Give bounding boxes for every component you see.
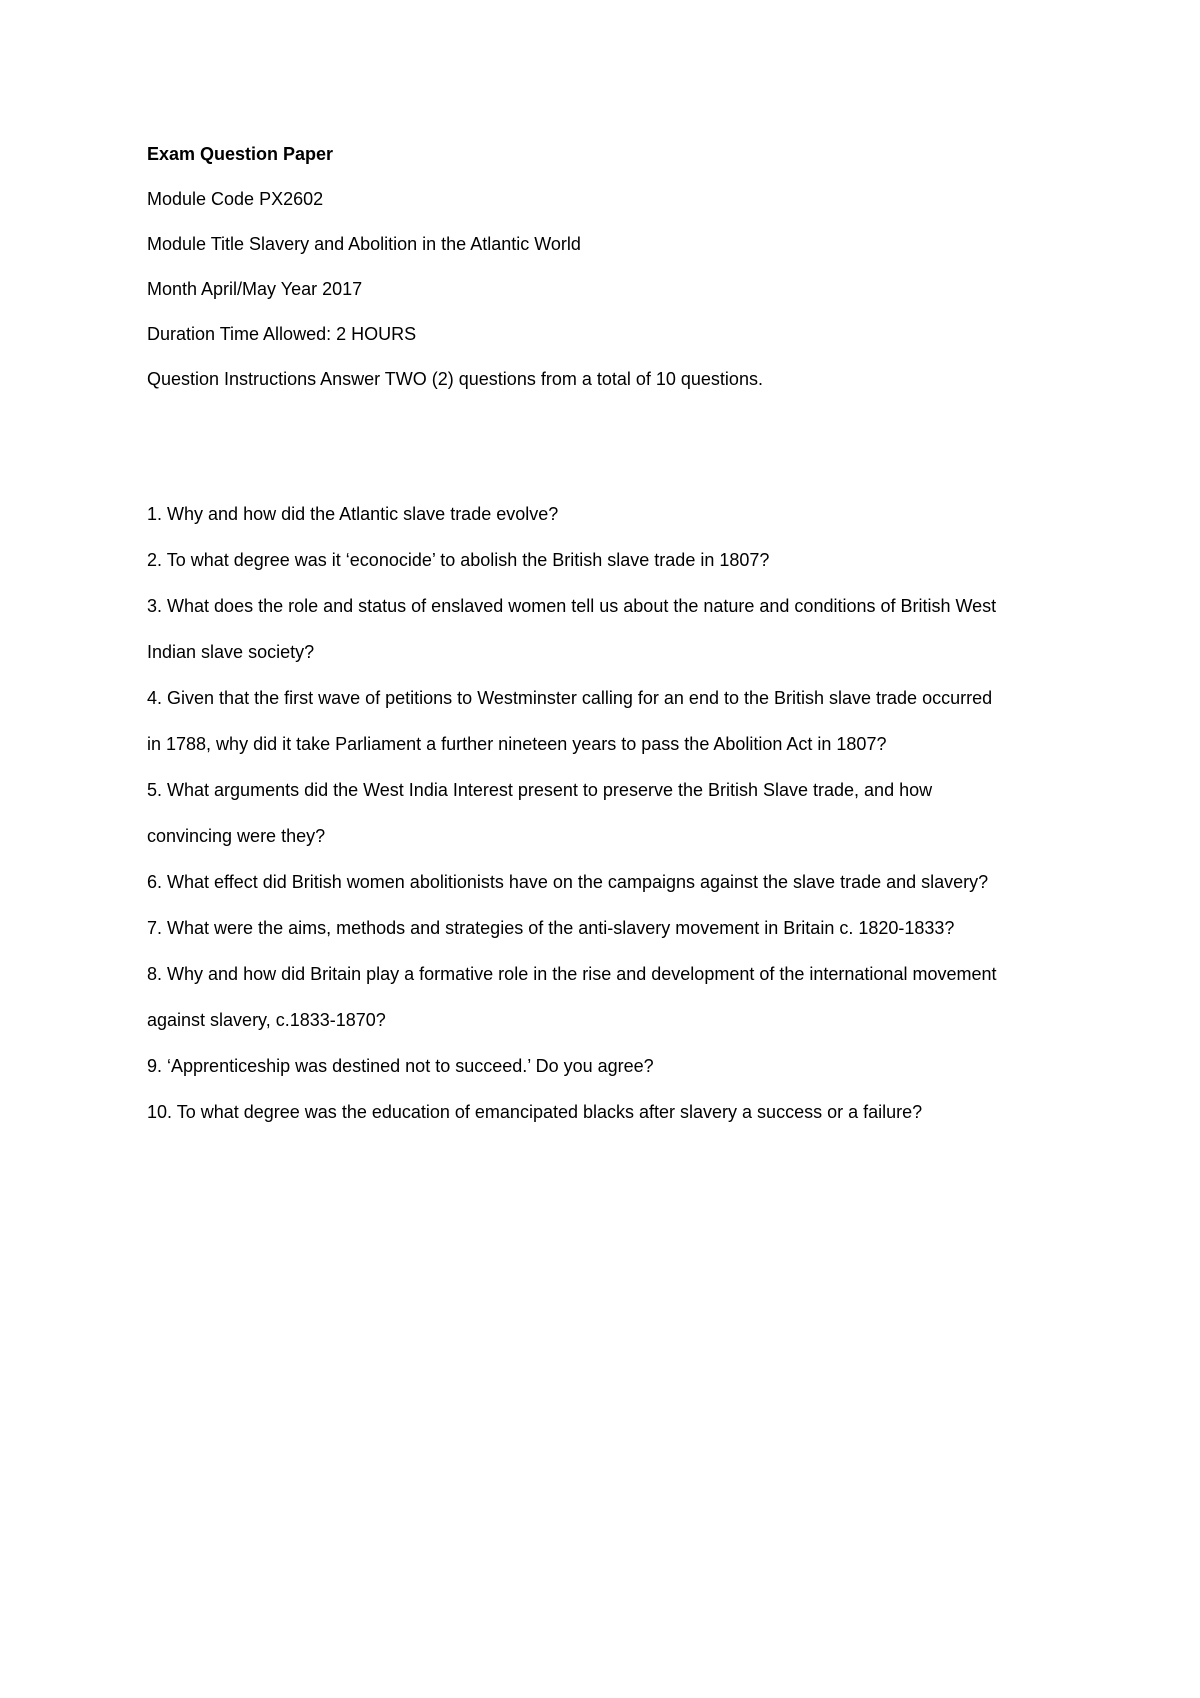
question-text: To what degree was the education of emancipated blacks after slavery a success or a failure? <box>176 1102 923 1122</box>
instructions-line: Question Instructions Answer TWO (2) questions from a total of 10 questions. <box>147 369 763 389</box>
question-number: 7. <box>147 918 163 938</box>
question-text: What does the role and status of enslaved women tell us about the nature and conditions of British West Indian slave society? <box>147 596 997 662</box>
duration-line: Duration Time Allowed: 2 HOURS <box>147 324 417 344</box>
question-number: 2. <box>147 550 163 570</box>
question-item <box>147 767 1007 859</box>
question-number: 1. <box>147 504 163 524</box>
question-number: 5. <box>147 780 163 800</box>
question-item <box>147 951 1007 1043</box>
question-item <box>147 537 1007 583</box>
question-text: Why and how did the Atlantic slave trade evolve? <box>167 504 559 524</box>
question-text: What effect did British women abolitionists have on the campaigns against the slave trade and slavery? <box>167 872 989 892</box>
question-number: 10. <box>147 1102 173 1122</box>
spacer <box>147 413 1007 491</box>
question-number: 3. <box>147 596 163 616</box>
question-item <box>147 1043 1007 1089</box>
question-number: 9. <box>147 1056 163 1076</box>
question-item <box>147 859 1007 905</box>
question-text: Given that the first wave of petitions to Westminster calling for an end to the British slave trade occurred in 1788, why did it take Parliament a further nineteen years to pass the Abolition Act in 1807? <box>147 688 993 754</box>
question-number: 8. <box>147 964 163 984</box>
question-number: 6. <box>147 872 163 892</box>
question-item <box>147 905 1007 951</box>
question-text: What arguments did the West India Interest present to preserve the British Slave trade, and how convincing were they? <box>147 780 933 846</box>
question-item <box>147 491 1007 537</box>
question-text: To what degree was it ‘econocide’ to abolish the British slave trade in 1807? <box>166 550 770 570</box>
question-item <box>147 583 1007 675</box>
paper-title: Exam Question Paper <box>147 144 334 164</box>
question-text: What were the aims, methods and strategies of the anti-slavery movement in Britain c. 1820-1833? <box>167 918 955 938</box>
exam-content <box>147 143 1007 1135</box>
module-code-line: Module Code PX2602 <box>147 189 324 209</box>
question-item <box>147 675 1007 767</box>
question-list <box>147 491 1007 1135</box>
module-title-line: Module Title Slavery and Abolition in the Atlantic World <box>147 234 581 254</box>
question-item <box>147 1089 1007 1135</box>
month-year-line: Month April/May Year 2017 <box>147 279 363 299</box>
question-text: Why and how did Britain play a formative role in the rise and development of the international movement against slavery, c.1833-1870? <box>147 964 997 1030</box>
question-number: 4. <box>147 688 163 708</box>
question-text: ‘Apprenticeship was destined not to succeed.’ Do you agree? <box>167 1056 654 1076</box>
